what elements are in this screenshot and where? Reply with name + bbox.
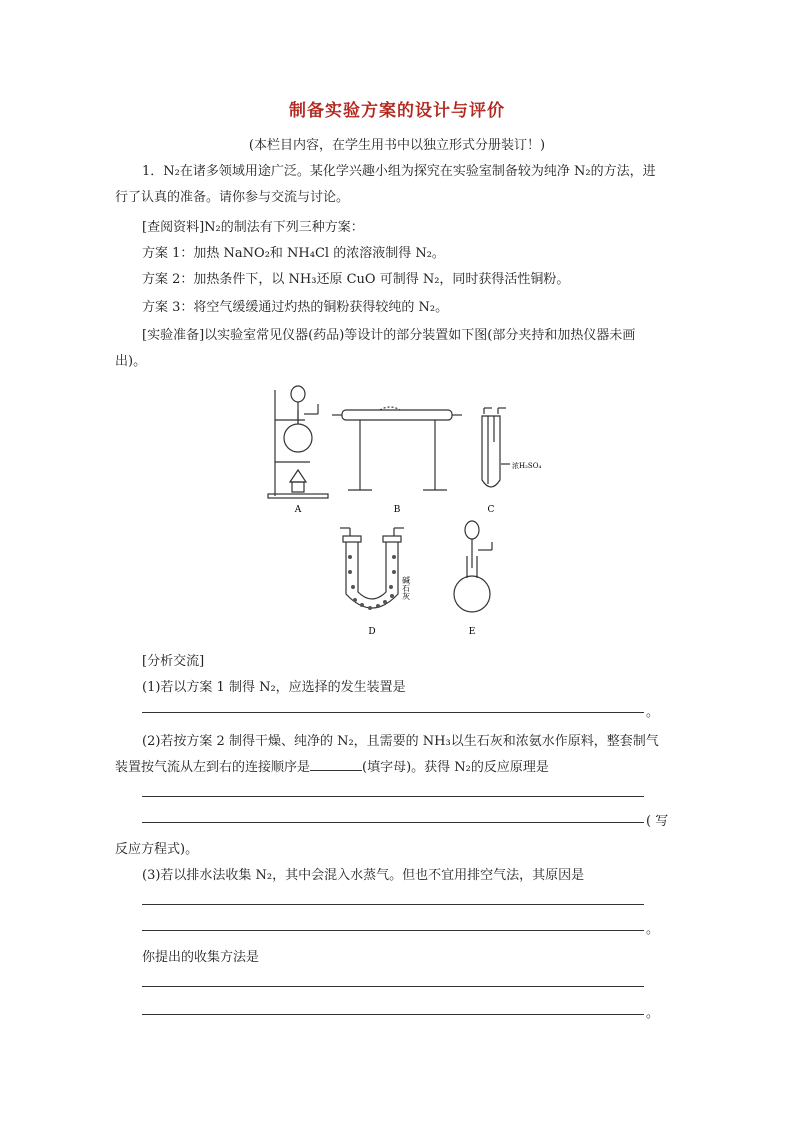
apparatus-d <box>340 528 404 608</box>
references-heading: [查阅资料]N₂的制法有下列三种方案： <box>142 220 364 235</box>
question-2-tail: ( 写 <box>646 814 669 829</box>
question-2-text-b: (填字母)。获得 N₂的反应原理是 <box>362 760 549 775</box>
answer-blank-3b[interactable] <box>142 930 644 931</box>
question-2-text-a: 装置按气流从左到右的连接顺序是 <box>115 760 311 775</box>
intro-line-1: 1．N₂在诸多领域用途广泛。某化学兴趣小组为探究在实验室制备较为纯净 N₂的方法，进 <box>142 164 656 179</box>
intro-line-2: 行了认真的准备。请你参与交流与讨论。 <box>115 190 350 205</box>
plan-2: 方案 2：加热条件下，以 NH₃还原 CuO 可制得 N₂，同时获得活性铜粉。 <box>142 272 570 287</box>
question-1: (1)若以方案 1 制得 N₂，应选择的发生装置是 <box>142 680 406 695</box>
prep-line-2: 出)。 <box>115 354 147 369</box>
page-subtitle: (本栏目内容，在学生用书中以独立形式分册装订！) <box>248 138 546 153</box>
question-2-line-5: 反应方程式)。 <box>115 842 199 857</box>
label-d: D <box>368 627 376 637</box>
question-3: (3)若以排水法收集 N₂，其中会混入水蒸气。但也不宜用排空气法，其原因是 <box>142 868 585 883</box>
answer-blank-2b[interactable] <box>142 822 644 823</box>
plan-3: 方案 3：将空气缓缓通过灼热的铜粉获得较纯的 N₂。 <box>142 300 449 315</box>
prep-line-1: [实验准备]以实验室常见仪器(药品)等设计的部分装置如下图(部分夹持和加热仪器未画 <box>142 328 636 343</box>
label-b: B <box>393 505 401 515</box>
question-2-line-2 <box>115 756 549 775</box>
answer-blank-3a[interactable] <box>142 904 644 905</box>
plan-1: 方案 1：加热 NaNO₂和 NH₄Cl 的浓溶液制得 N₂。 <box>142 246 445 261</box>
label-c: C <box>487 505 495 515</box>
apparatus-e <box>454 521 492 612</box>
question-2-line-1: (2)若按方案 2 制得干燥、纯净的 N₂，且需要的 NH₃以生石灰和浓氨水作原料，整套制气 <box>142 734 659 749</box>
answer-blank-4b[interactable] <box>142 1014 644 1015</box>
analysis-heading: [分析交流] <box>142 654 205 669</box>
answer-blank-1[interactable] <box>142 712 644 713</box>
sequence-blank[interactable] <box>310 758 362 771</box>
period-3: 。 <box>646 922 660 937</box>
question-4: 你提出的收集方法是 <box>142 950 260 965</box>
answer-blank-2a[interactable] <box>142 796 644 797</box>
c-reagent-label: 浓H₂SO₄ <box>512 462 542 470</box>
apparatus-figure <box>260 372 560 642</box>
page-title: 制备实验方案的设计与评价 <box>289 101 505 121</box>
period-4: 。 <box>646 1006 660 1021</box>
apparatus-a <box>268 386 328 498</box>
apparatus-c <box>482 408 510 487</box>
apparatus-b <box>332 407 462 490</box>
answer-blank-4a[interactable] <box>142 986 644 987</box>
label-e: E <box>468 627 476 637</box>
period-1: 。 <box>646 705 660 720</box>
d-reagent-label: 碱石灰 <box>401 576 411 600</box>
label-a: A <box>294 505 302 515</box>
